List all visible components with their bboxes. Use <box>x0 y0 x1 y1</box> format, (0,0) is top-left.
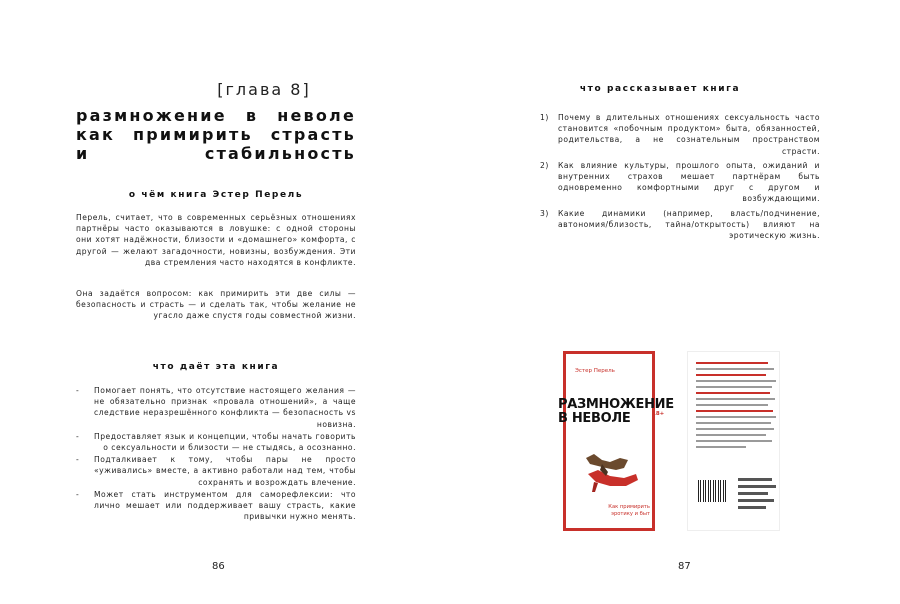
list-item <box>540 208 820 242</box>
list-item <box>76 454 356 488</box>
gives-list <box>76 385 356 523</box>
age-rating-badge: 18+ <box>652 411 665 417</box>
book-subtitle: Как примирить эротику и быт <box>608 504 650 517</box>
book-front-cover <box>558 351 674 531</box>
page-number: 87 <box>678 561 691 572</box>
list-number: 3) <box>540 208 549 218</box>
list-item <box>76 385 356 430</box>
list-item-text: Помогает понять, что отсутствие настоящего желания — не обязательно признак «провала отношений», а чаще следствие неразрешённого конфликта — безопасность vs новизна. <box>94 386 356 429</box>
list-item-text: Может стать инструментом для саморефлексии: что лично мешает или поддерживает вашу страсть, какие привычки нужно менять. <box>94 489 356 522</box>
about-paragraph: Она задаётся вопросом: как примирить эти две силы — безопасность и страсть — и сделать так, чтобы желание не угасло даже спустя годы совместной жизни. <box>76 289 356 321</box>
book-author: Эстер Перель <box>575 368 615 374</box>
bullet-marker: - <box>76 386 80 395</box>
list-item-text: Как влияние культуры, прошлого опыта, ожиданий и внутренних страхов мешает партнёрам быть одновременно комфортными друг с другом и возбуждающими. <box>558 160 820 204</box>
bullet-marker: - <box>76 455 80 465</box>
list-number: 1) <box>540 113 549 122</box>
right-page <box>450 0 900 604</box>
book-title-line: В НЕВОЛЕ <box>558 411 631 426</box>
chapter-title-line: как примирить страсть <box>76 125 356 144</box>
list-item-text: Предоставляет язык и концепции, чтобы начать говорить о сексуальности и близости — не стыдясь, а осознанно. <box>94 431 356 453</box>
list-item <box>76 431 356 453</box>
list-number: 2) <box>540 160 549 170</box>
list-item-text: Подталкивает к тому, чтобы пары не просто «уживались» вместе, а активно работали над тем, чтобы сохранять и возрождать влечение. <box>94 455 356 487</box>
list-item-text: Почему в длительных отношениях сексуальность часто становится «побочным продуктом» быта, обязанностей, родительства, а не сознательным пространством страсти. <box>558 113 820 156</box>
list-item <box>540 112 820 157</box>
list-item-text: Какие динамики (например, власть/подчинение, автономия/близость, тайна/открытость) влияют на эротическую жизнь. <box>558 208 820 241</box>
high-heel-shoe-icon <box>580 448 644 494</box>
gives-heading: что даёт эта книга <box>152 362 280 372</box>
bullet-marker: - <box>76 431 80 441</box>
barcode-icon <box>698 480 726 502</box>
bullet-marker: - <box>76 489 80 499</box>
chapter-title <box>76 106 356 163</box>
tells-heading: что рассказывает книга <box>579 84 741 94</box>
publisher-logos <box>738 478 778 513</box>
list-item <box>76 489 356 523</box>
book-back-cover <box>687 351 780 531</box>
about-heading: о чём книга Эстер Перель <box>128 190 304 200</box>
back-cover-text <box>696 362 776 452</box>
tells-list <box>540 112 820 242</box>
chapter-tag: [глава 8] <box>217 80 311 99</box>
book-title-line: РАЗМНОЖЕНИЕ <box>558 397 674 412</box>
about-paragraph: Перель, считает, что в современных серьёзных отношениях партнёры часто оказываются в ловушке: с одной стороны они хотят надёжности, близости и «домашнего» комфорта, с другой — желают загадочности, новизны, возбуждения. Эти два стремления часто находятся в конфликте. <box>76 213 356 267</box>
list-item <box>540 160 820 205</box>
chapter-title-line: и стабильность <box>76 144 356 163</box>
page-number: 86 <box>212 561 225 572</box>
chapter-title-line: размножение в неволе <box>76 106 356 125</box>
